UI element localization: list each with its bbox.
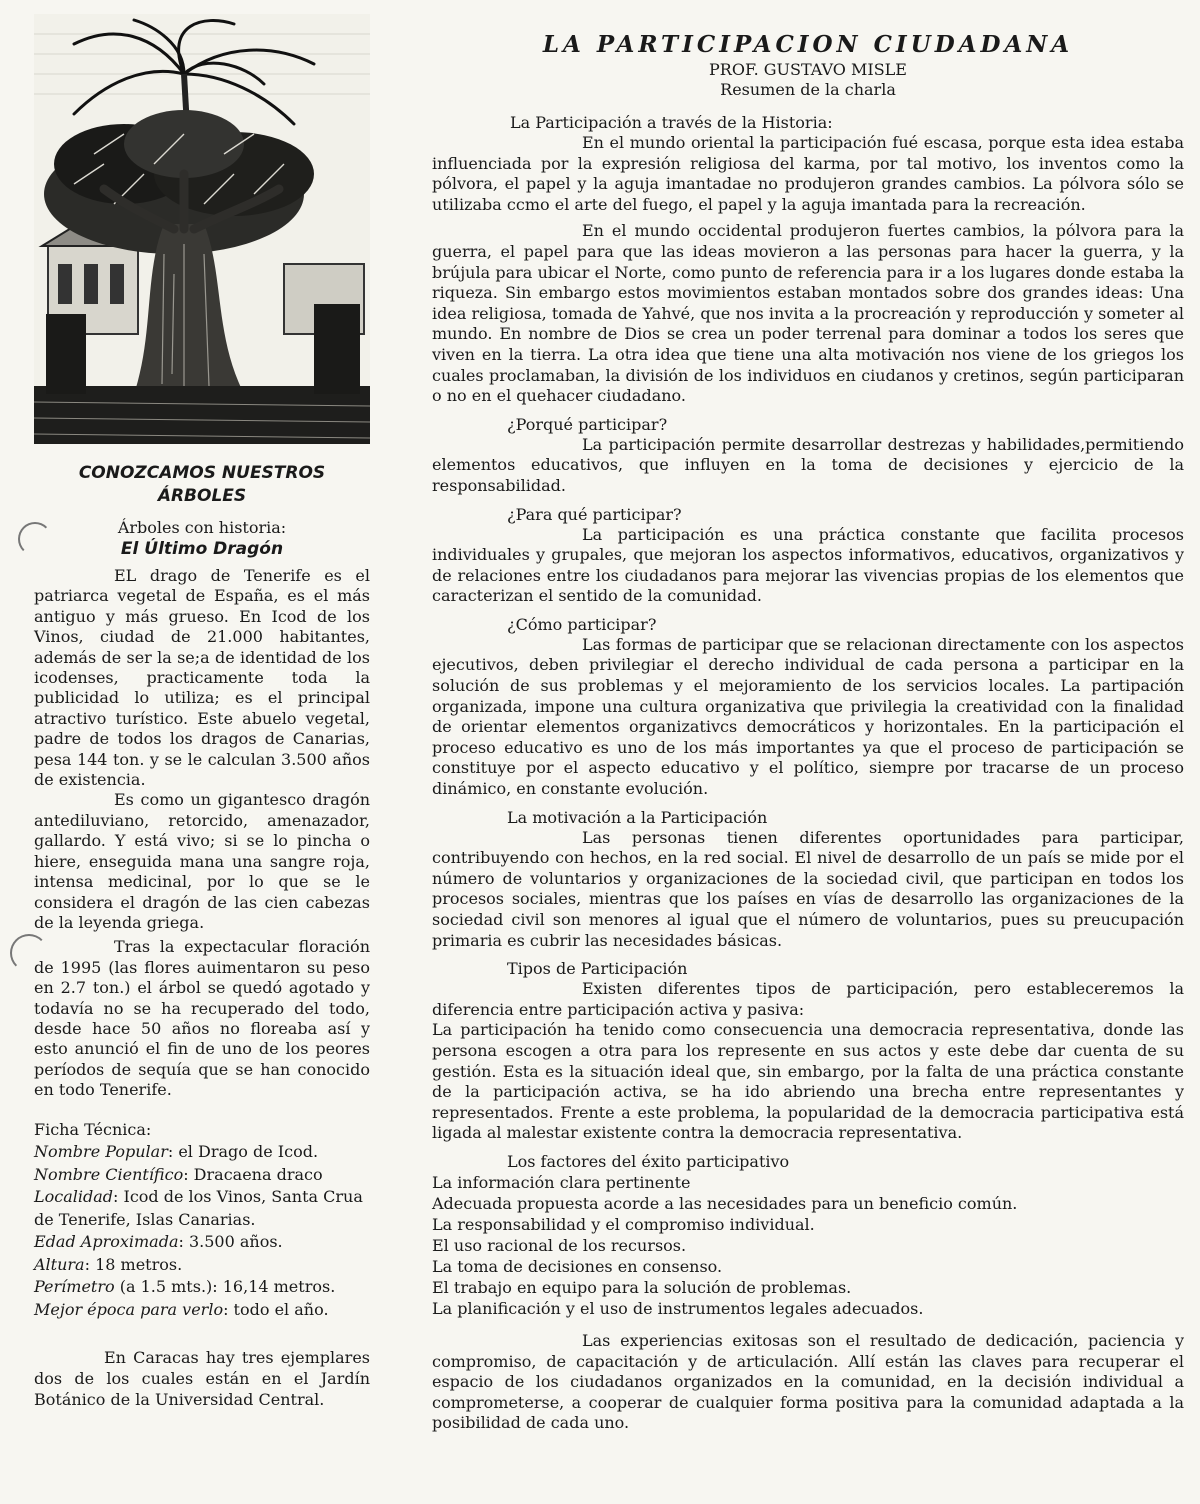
- ficha-row: Nombre Popular: el Drago de Icod.: [34, 1142, 319, 1162]
- article-author: PROF. GUSTAVO MISLE: [709, 60, 907, 79]
- list-item: La información clara pertinente: [432, 1172, 691, 1192]
- section-heading: ¿Para qué participar?: [507, 504, 682, 524]
- tree-name: El Último Dragón: [120, 539, 284, 559]
- ficha-row: Altura: 18 metros.: [34, 1254, 183, 1274]
- list-item: La responsabilidad y el compromiso individual.: [432, 1214, 815, 1234]
- ficha-tecnica: [34, 1119, 370, 1322]
- list-item: Adecuada propuesta acorde a las necesidades para un beneficio común.: [432, 1193, 1018, 1213]
- factors-heading: Los factores del éxito participativo: [507, 1151, 790, 1171]
- section-heading: La Participación a través de la Historia:: [510, 113, 833, 132]
- list-item: La planificación y el uso de instrumentos legales adecuados.: [432, 1298, 924, 1318]
- caracas-note: En Caracas hay tres ejemplares dos de los cuales están en el Jardín Botánico de la Universidad Central.: [34, 1348, 370, 1410]
- ficha-title: Ficha Técnica:: [34, 1119, 152, 1139]
- participation-paragraph: La participación ha tenido como consecuencia una democracia representativa, donde las persona escogen a otra para los represente en sus actos y este debe dar cuenta de su gestión. Esta es la situación ideal que, sin embargo, por la falta de una práctica constante de la participación activa, se ha ido abriendo una brecha entre representantes y representados. Frente a este problema, la popularidad de la democracia participativa está ligada al malestar existente contra la democracia representativa.: [432, 1020, 1184, 1143]
- ficha-row: Edad Aproximada: 3.500 años.: [34, 1232, 283, 1252]
- ficha-row: Mejor época para verlo: todo el año.: [34, 1299, 329, 1319]
- section-heading: Tipos de Participación: [507, 959, 688, 979]
- section-heading: La motivación a la Participación: [507, 807, 768, 827]
- list-item: El uso racional de los recursos.: [432, 1235, 687, 1255]
- left-paragraph-3: Tras la expectacular floración de 1995 (las flores auimentaron su peso en 2.7 ton.) el árbol se quedó agotado y todavía no se ha recuperado del todo, desde hace 50 años no floreaba así y esto anunció el fin de uno de los peores períodos de sequía que se han conocido en todo Tenerife.: [34, 937, 370, 1100]
- body-paragraph: En el mundo occidental produjeron fuertes cambios, la pólvora para la guerra, el papel para que las ideas movieron a las personas para hacer la guerra, y la brújula para ubicar el Norte, como punto de referencia para ir a los lugares donde estaba la riqueza. Sin embargo estos movimientos estaban montados sobre dos grandes ideas: Una idea religiosa, tomada de Yahvé, que nos invita a la procreación y reproducción y someter al mundo. En nombre de Dios se crea un poder terrenal para dominar a todos los seres que viven en la tierra. La otra idea que tiene una alta motivación nos viene de los griegos los cuales proclamaban, la división de los individuos en ciudanos y cretinos, según participaran o no en el quehacer ciudadano.: [432, 221, 1184, 406]
- list-item: El trabajo en equipo para la solución de problemas.: [432, 1277, 852, 1297]
- list-item: La toma de decisiones en consenso.: [432, 1256, 723, 1276]
- ficha-row: Nombre Científico: Dracaena draco: [34, 1164, 323, 1184]
- body-paragraph: Existen diferentes tipos de participación, pero estableceremos la diferencia entre participación activa y pasiva:: [432, 979, 1184, 1019]
- dragon-tree-illustration: [34, 14, 370, 444]
- left-paragraph-1: EL drago de Tenerife es el patriarca vegetal de España, es el más antiguo y más grueso. En Icod de los Vinos, ciudad de 21.000 habitantes, además de ser la se;a de identidad de los icodenses, practicamente toda la publicidad lo utiliza; es el principal atractivo turístico. Este abuelo vegetal, padre de todos los dragos de Canarias, pesa 144 ton. y se le calculan 3.500 años de existencia.: [34, 566, 370, 790]
- left-column: [34, 14, 370, 1426]
- left-section-title: CONOZCAMOS NUESTROS ÁRBOLES: [78, 463, 326, 506]
- article-title: LA PARTICIPACION CIUDADANA: [542, 31, 1074, 58]
- ficha-row: Localidad: Icod de los Vinos, Santa Crua de Tenerife, Islas Canarias.: [34, 1187, 363, 1229]
- ficha-row: Perímetro (a 1.5 mts.): 16,14 metros.: [34, 1277, 336, 1297]
- factors-list: [432, 1172, 1184, 1319]
- closing-paragraph: Las experiencias exitosas son el resultado de dedicación, paciencia y compromiso, de capacitación y de articulación. Allí están las claves para recuperar el espacio de los ciudadanos organizados en la comunidad, en la decisión individual a comprometerse, a cooperar de cualquier forma positiva para la comunidad adaptada a la posibilidad de cada uno.: [432, 1330, 1184, 1433]
- paper-curl-mark: [18, 522, 52, 556]
- body-paragraph: Las formas de participar que se relacionan directamente con los aspectos ejecutivos, deben privilegiar el derecho individual de cada persona a participar en la solución de sus problemas y el mejoramiento de los servicios locales. La partipación organizada, impone una cultura organizativa que privilegia la creatividad con la finalidad de orientar elementos organizativcs democráticos y horizontales. En la participación el proceso educativo es uno de los más importantes ya que el proceso de participación se constituye por el aspecto educativo y el político, siempre por tracarse de un proceso dinámico, en constante evolución.: [432, 634, 1184, 799]
- body-paragraph: Las personas tienen diferentes oportunidades para participar, contribuyendo con hechos, en la red social. El nivel de desarrollo de un país se mide por el número de voluntarios y organizaciones de la sociedad civil, que participan en todos los procesos sociales, mientras que los países en vías de desarrollo las organizaciones de la sociedad civil son menores al igual que el número de voluntarios, pues su preucupación primaria es cubrir las necesidades básicas.: [432, 827, 1184, 950]
- left-subtitle-block: [34, 518, 370, 560]
- paper-curl-mark: [10, 934, 48, 972]
- left-subtitle: Árboles con historia:: [117, 518, 287, 537]
- article-subtitle: Resumen de la charla: [720, 80, 896, 99]
- section-heading: ¿Porqué participar?: [507, 414, 668, 434]
- body-paragraph: La participación permite desarrollar destrezas y habilidades,permitiendo elementos educativos, que influyen en la toma de decisiones y ejercicio de la responsabilidad.: [432, 434, 1184, 495]
- body-paragraph: En el mundo oriental la participación fué escasa, porque esta idea estaba influenciada por la expresión religiosa del karma, por tal motivo, los inventos como la pólvora, el papel y la aguja imantadae no produjeron grandes cambios. La pólvora sólo se utilizaba ccmo el arte del fuego, el papel y la aguja imantada para la recreación.: [432, 133, 1184, 214]
- left-paragraph-2: Es como un gigantesco dragón antediluviano, retorcido, amenazador, gallardo. Y está vivo; si se lo pincha o hiere, enseguida mana una sangre roja, intensa medicinal, por lo que se le considera el dragón de las cien cabezas de la leyenda griega.: [34, 790, 370, 932]
- body-paragraph: La participación es una práctica constante que facilita procesos individuales y grupales, que mejoran los aspectos informativos, educativos, organizativos y de relaciones entre los ciudadanos para mejorar las vivencias propias de los elementos que caracterizan el sentido de la comunidad.: [432, 524, 1184, 606]
- right-column: [432, 30, 1184, 1434]
- section-heading: ¿Cómo participar?: [507, 614, 657, 634]
